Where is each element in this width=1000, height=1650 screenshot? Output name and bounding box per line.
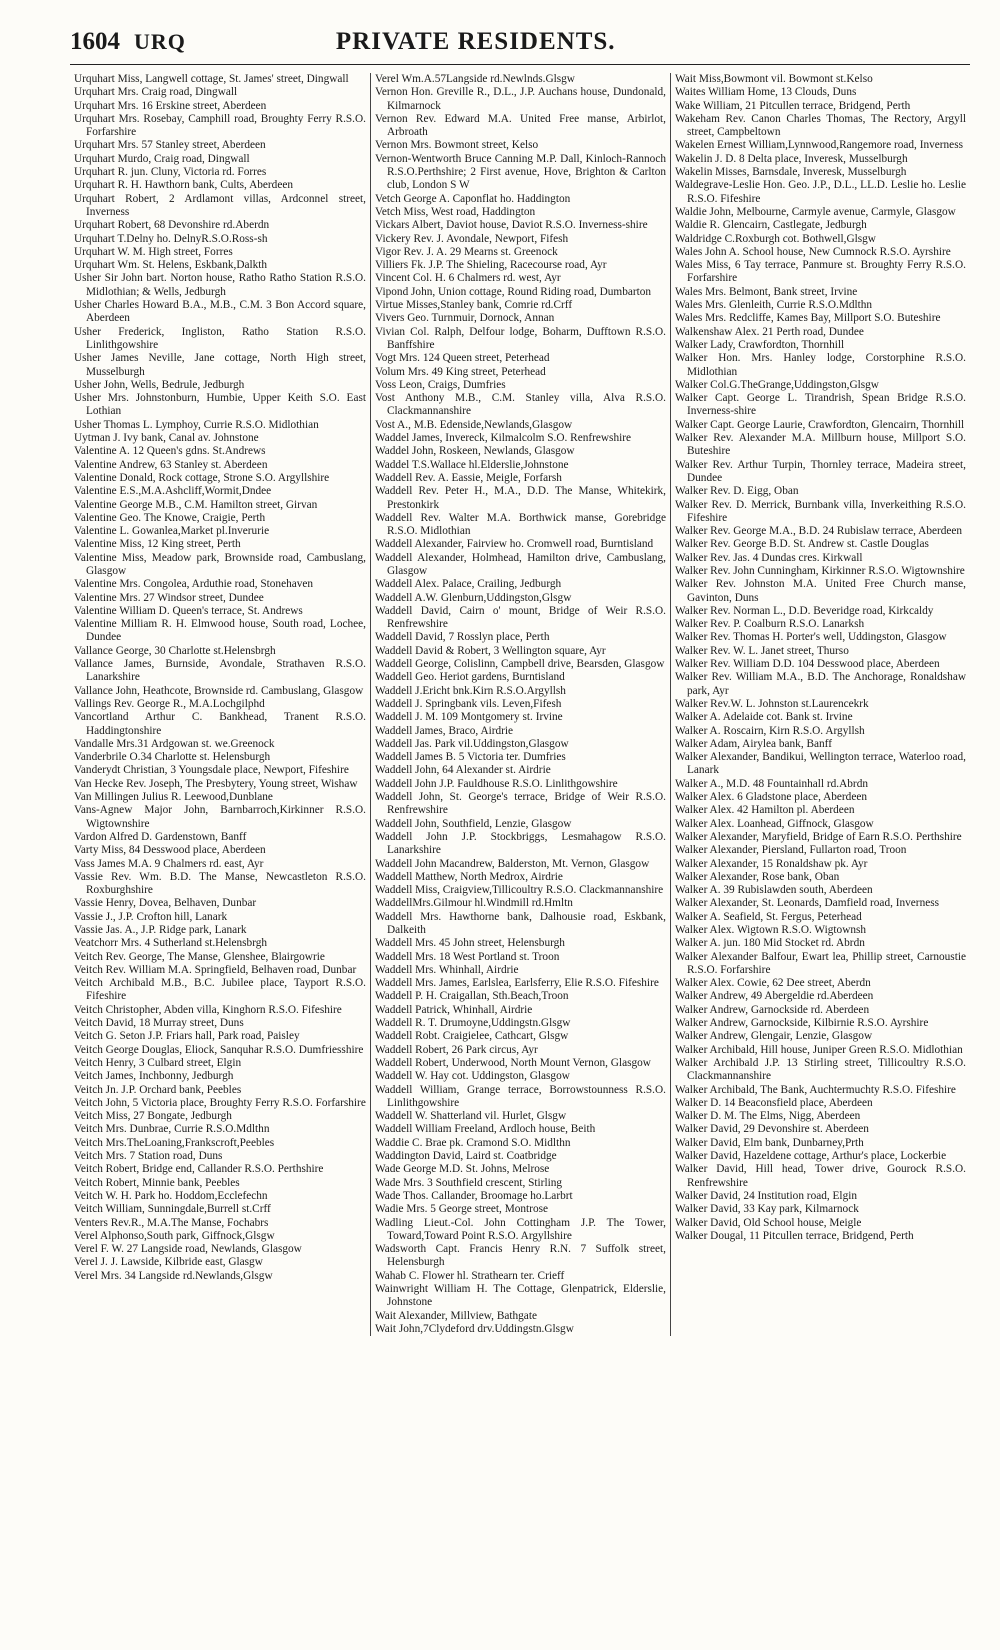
resident-entry: Waddell Robert, Underwood, North Mount Vernon, Glasgow — [375, 1056, 651, 1069]
resident-entry: Waddell David & Robert, 3 Wellington square, Ayr — [375, 644, 606, 657]
resident-entry: Waddell Matthew, North Medrox, Airdrie — [375, 870, 563, 883]
resident-entry: Waddell A.W. Glenburn,Uddingston,Glsgw — [375, 591, 572, 604]
resident-entry: Walker Capt. George Laurie, Crawfordton, Glencairn, Thornhill — [675, 418, 965, 431]
resident-entry: Wainwright William H. The Cottage, Glenpatrick, Elderslie, Johnstone — [375, 1283, 666, 1309]
resident-entry: Walker Alexander, Rose bank, Oban — [675, 870, 840, 883]
resident-entry: Wadsworth Capt. Francis Henry R.N. 7 Suffolk street, Helensburgh — [375, 1243, 666, 1269]
resident-entry: Volum Mrs. 49 King street, Peterhead — [375, 365, 546, 378]
resident-entry: Vallance John, Heathcote, Brownside rd. Cambuslang, Glasgow — [74, 684, 364, 697]
resident-entry: Waddell John J.P. Fauldhouse R.S.O. Linlithgowshire — [375, 777, 618, 790]
resident-entry: Walker A. jun. 180 Mid Stocket rd. Abrdn — [675, 937, 865, 950]
resident-entry: Walker D. M. The Elms, Nigg, Aberdeen — [675, 1110, 861, 1123]
resident-entry: Waddell Mrs. Whinhall, Airdrie — [375, 963, 519, 976]
resident-entry: Urquhart W. M. High street, Forres — [74, 245, 233, 258]
resident-entry: Vivian Col. Ralph, Delfour lodge, Boharm, Dufftown R.S.O. Banffshire — [375, 325, 666, 351]
resident-entry: Walker David, Hill head, Tower drive, Gourock R.S.O. Renfrewshire — [675, 1163, 966, 1189]
resident-entry: Walker Rev.W. L. Johnston st.Laurencekrk — [675, 697, 869, 710]
resident-entry: Waddell John, 64 Alexander st. Airdrie — [375, 764, 551, 777]
resident-entry: Walker Alexander, Maryfield, Bridge of Earn R.S.O. Perthshire — [675, 830, 962, 843]
resident-entry: Valentine Mrs. Congolea, Arduthie road, Stonehaven — [74, 578, 314, 591]
resident-entry: Urquhart Mrs. Craig road, Dingwall — [74, 86, 238, 99]
resident-entry: Walker David, 33 Kay park, Kilmarnock — [675, 1203, 859, 1216]
resident-entry: Waddell David, Cairn o' mount, Bridge of Weir R.S.O. Renfrewshire — [375, 604, 666, 631]
resident-entry: Waddell John Macandrew, Balderston, Mt. Vernon, Glasgow — [375, 857, 650, 870]
resident-entry: Veitch Christopher, Abden villa, Kinghorn R.S.O. Fifeshire — [74, 1003, 342, 1016]
resident-entry: Usher John, Wells, Bedrule, Jedburgh — [74, 378, 245, 391]
resident-entry: Walker Hon. Mrs. Hanley lodge, Corstorphine R.S.O. Midlothian — [675, 352, 966, 378]
resident-entry: Walker Rev. George M.A., B.D. 24 Rubislaw terrace, Aberdeen — [675, 525, 963, 538]
resident-entry: Valentine Miss, Meadow park, Brownside road, Cambuslang, Glasgow — [74, 551, 366, 577]
header-rule — [70, 64, 970, 65]
resident-entry: Walker A. Seafield, St. Fergus, Peterhead — [675, 910, 862, 923]
resident-entry: Waddell Patrick, Whinhall, Airdrie — [375, 1003, 533, 1016]
resident-entry: Veitch Jn. J.P. Orchard bank, Peebles — [74, 1083, 242, 1096]
resident-entry: Waddell Jas. Park vil.Uddingston,Glasgow — [375, 737, 569, 750]
resident-entry: Walker Alexander, Bandikui, Wellington terrace, Waterloo road, Lanark — [675, 751, 966, 777]
resident-entry: Walker Alexander Balfour, Ewart lea, Phillip street, Carnoustie R.S.O. Forfarshire — [675, 950, 966, 976]
resident-entry: Vancortland Arthur C. Bankhead, Tranent R.S.O. Haddingtonshire — [74, 711, 366, 737]
resident-entry: Waddel John, Roskeen, Newlands, Glasgow — [375, 445, 575, 458]
resident-entry: Urquhart Miss, Langwell cottage, St. James' street, Dingwall — [74, 73, 349, 85]
resident-entry: Wadie Mrs. 5 George street, Montrose — [375, 1203, 548, 1216]
resident-entry: Walker Andrew, 49 Abergeldie rd.Aberdeen — [675, 990, 874, 1003]
resident-entry: Walker Alex. Loanhead, Giffnock, Glasgow — [675, 817, 874, 830]
resident-entry: Walker Rev. John Cunningham, Kirkinner R.S.O. Wigtownshire — [675, 564, 965, 577]
resident-entry: Van Millingen Julius R. Leewood,Dunblane — [74, 791, 273, 804]
resident-entry: Waddell John J.P. Stockbriggs, Lesmahagow R.S.O. Lanarkshire — [375, 830, 666, 857]
resident-entry: Vigor Rev. J. A. 29 Mearns st. Greenock — [375, 245, 558, 258]
resident-entry: Walker Rev. D. Eigg, Oban — [675, 485, 799, 498]
resident-entry: Veitch George Douglas, Eliock, Sanquhar R.S.O. Dumfriesshire — [74, 1043, 364, 1056]
resident-entry: Walker Rev. Norman L., D.D. Beveridge road, Kirkcaldy — [675, 604, 934, 617]
resident-entry: Waddell J.Ericht bnk.Kirn R.S.O.Argyllsh — [375, 684, 566, 697]
resident-entry: Waddell W. Hay cot. Uddingston, Glasgow — [375, 1070, 570, 1083]
resident-entry: Walker D. 14 Beaconsfield place, Aberdeen — [675, 1096, 873, 1109]
resident-entry: Veitch Henry, 3 Culbard street, Elgin — [74, 1056, 242, 1069]
resident-entry: Walker Alex. 42 Hamilton pl. Aberdeen — [675, 804, 855, 817]
column-3 — [670, 73, 970, 1336]
resident-entry: Wait Miss,Bowmont vil. Bowmont st.Kelso — [675, 73, 873, 85]
resident-entry: Usher Charles Howard B.A., M.B., C.M. 3 Bon Accord square, Aberdeen — [74, 299, 366, 325]
resident-entry: Wade Thos. Callander, Broomage ho.Larbrt — [375, 1189, 573, 1202]
resident-entry: Walker Rev. Johnston M.A. United Free Church manse, Gavinton, Duns — [675, 578, 966, 604]
resident-entry: Walker David, 29 Devonshire st. Aberdeen — [675, 1123, 869, 1136]
resident-entry: Valentine George M.B., C.M. Hamilton street, Girvan — [74, 498, 318, 511]
resident-entry: Verel F. W. 27 Langside road, Newlands, Glasgow — [74, 1243, 302, 1256]
resident-entry: Waddell J. M. 109 Montgomery st. Irvine — [375, 711, 563, 724]
resident-entry: Veitch Archibald M.B., B.C. Jubilee place, Tayport R.S.O. Fifeshire — [74, 977, 366, 1003]
resident-entry: Veitch Mrs. Dunbrae, Currie R.S.O.Mdlthn — [74, 1123, 270, 1136]
page-header — [70, 28, 970, 58]
resident-entry: Waddell David, 7 Rosslyn place, Perth — [375, 631, 550, 644]
resident-entry: Veitch Mrs.TheLoaning,Frankscroft,Peebles — [74, 1136, 275, 1149]
resident-entry: Waddell P. H. Craigallan, Sth.Beach,Troon — [375, 990, 569, 1003]
resident-entry: Waddell William, Grange terrace, Borrowstounness R.S.O. Linlithgowshire — [375, 1083, 666, 1109]
resident-entry: Walker Alex. 6 Gladstone place, Aberdeen — [675, 791, 868, 804]
resident-entry: Veitch Miss, 27 Bongate, Jedburgh — [74, 1110, 232, 1123]
resident-entry: Waddell Robert, 26 Park circus, Ayr — [375, 1043, 538, 1056]
resident-entry: Walkenshaw Alex. 21 Perth road, Dundee — [675, 325, 864, 338]
resident-entry: Walker A. Adelaide cot. Bank st. Irvine — [675, 711, 853, 724]
resident-entry: Valentine William D. Queen's terrace, St. Andrews — [74, 604, 303, 617]
resident-entry: Usher Thomas L. Lymphoy, Currie R.S.O. Midlothian — [74, 418, 319, 431]
resident-entry: Walker Capt. George L. Tirandrish, Spean Bridge R.S.O. Inverness-shire — [675, 392, 966, 418]
resident-entry: Veitch Robert, Minnie bank, Peebles — [74, 1176, 240, 1189]
resident-entry: Urquhart Robert, 68 Devonshire rd.Aberdn — [74, 219, 270, 232]
resident-entry: Vassie Jas. A., J.P. Ridge park, Lanark — [74, 924, 247, 936]
resident-entry: Verel Mrs. 34 Langside rd.Newlands,Glsgw — [74, 1269, 273, 1282]
resident-entry: Varty Miss, 84 Desswood place, Aberdeen — [74, 844, 266, 857]
resident-entry: Wakelin Misses, Barnsdale, Inveresk, Musselburgh — [675, 166, 907, 179]
resident-entry: Usher Frederick, Ingliston, Ratho Station R.S.O. Linlithgowshire — [74, 325, 366, 351]
resident-entry: Vassie J., J.P. Crofton hill, Lanark — [74, 910, 228, 923]
resident-entry: Valentine Geo. The Knowe, Craigie, Perth — [74, 511, 266, 524]
resident-entry: Waddell Rev. Peter H., M.A., D.D. The Manse, Whitekirk, Prestonkirk — [375, 485, 666, 511]
resident-entry: Wales Mrs. Redcliffe, Kames Bay, Millport S.O. Buteshire — [675, 312, 941, 325]
resident-entry: Vernon Mrs. Bowmont street, Kelso — [375, 139, 539, 152]
resident-entry: Wade Mrs. 3 Southfield crescent, Stirling — [375, 1176, 563, 1189]
resident-entry: Wakelin J. D. 8 Delta place, Inveresk, Musselburgh — [675, 152, 908, 165]
resident-entry: Van Hecke Rev. Joseph, The Presbytery, Young street, Wishaw — [74, 777, 358, 790]
resident-entry: Wait John,7Clydeford drv.Uddingstn.Glsgw — [375, 1322, 574, 1335]
resident-entry: Urquhart R. H. Hawthorn bank, Cults, Aberdeen — [74, 179, 293, 192]
resident-entry: Venters Rev.R., M.A.The Manse, Fochabrs — [74, 1216, 269, 1229]
column-1 — [70, 73, 370, 1336]
resident-entry: Vassie Rev. Wm. B.D. The Manse, Newcastleton R.S.O. Roxburghshire — [74, 870, 366, 897]
resident-entry: Veitch Rev. William M.A. Springfield, Belhaven road, Dunbar — [74, 963, 357, 976]
resident-entry: Walker Archibald J.P. 13 Stirling street, Tillicoultry R.S.O. Clackmannanshire — [675, 1056, 966, 1083]
resident-entry: Waddington David, Laird st. Coatbridge — [375, 1150, 557, 1163]
resident-entry: Valentine L. Gowanlea,Market pl.Inverurie — [74, 525, 270, 538]
resident-entry: Vickery Rev. J. Avondale, Newport, Fifesh — [375, 232, 569, 245]
resident-entry: Vassie Henry, Dovea, Belhaven, Dunbar — [74, 897, 257, 910]
resident-entry: Walker Alex. Wigtown R.S.O. Wigtownsh — [675, 924, 867, 936]
resident-entry: Vetch Miss, West road, Haddington — [375, 205, 536, 218]
resident-entry: Walker David, 24 Institution road, Elgin — [675, 1189, 858, 1202]
resident-entry: Walker David, Elm bank, Dunbarney,Prth — [675, 1136, 864, 1149]
resident-entry: Waddell Robt. Craigielee, Cathcart, Glsgw — [375, 1030, 569, 1043]
resident-entry: Walker Lady, Crawfordton, Thornhill — [675, 338, 845, 351]
resident-entry: Wake William, 21 Pitcullen terrace, Bridgend, Perth — [675, 99, 911, 112]
resident-entry: Waddell Alexander, Fairview ho. Cromwell road, Burntisland — [375, 538, 654, 551]
resident-entry: Waddell Geo. Heriot gardens, Burntisland — [375, 671, 565, 684]
resident-entry: Valentine Mrs. 27 Windsor street, Dundee — [74, 591, 264, 604]
resident-entry: Wales Mrs. Glenleith, Currie R.S.O.Mdlthn — [675, 299, 873, 312]
resident-entry: Walker Alexander, 15 Ronaldshaw pk. Ayr — [675, 857, 868, 870]
resident-entry: Waldie R. Glencairn, Castlegate, Jedburgh — [675, 219, 867, 232]
resident-entry: Walker Alexander, Piersland, Fullarton road, Troon — [675, 844, 907, 857]
resident-entry: Veitch W. H. Park ho. Hoddom,Ecclefechn — [74, 1189, 268, 1202]
resident-entry: Walker Rev. William D.D. 104 Desswood place, Aberdeen — [675, 658, 940, 671]
resident-entry: Valentine A. 12 Queen's gdns. St.Andrews — [74, 445, 266, 458]
resident-entry: Virtue Misses,Stanley bank, Comrie rd.Crff — [375, 299, 573, 312]
resident-entry: Waldridge C.Roxburgh cot. Bothwell,Glsgw — [675, 232, 876, 245]
resident-entry: WaddellMrs.Gilmour hl.Windmill rd.Hmltn — [375, 897, 573, 910]
resident-entry: Walker Rev. Alexander M.A. Millburn house, Millport S.O. Buteshire — [675, 432, 966, 458]
resident-entry: Waddell John, Southfield, Lenzie, Glasgow — [375, 817, 572, 830]
resident-entry: Urquhart Mrs. 57 Stanley street, Aberdeen — [74, 139, 266, 152]
resident-entry: Walker Rev. W. L. Janet street, Thurso — [675, 644, 849, 657]
column-2 — [370, 73, 670, 1336]
resident-entry: Veitch David, 18 Murray street, Duns — [74, 1017, 244, 1030]
resident-entry: Voss Leon, Craigs, Dumfries — [375, 378, 506, 391]
resident-entry: Walker A. Roscairn, Kirn R.S.O. Argyllsh — [675, 724, 865, 737]
resident-entry: Vallance George, 30 Charlotte st.Helensbrgh — [74, 644, 276, 657]
resident-entry: Waddell Rev. Walter M.A. Borthwick manse, Gorebridge R.S.O. Midlothian — [375, 511, 666, 538]
resident-entry: Veitch Mrs. 7 Station road, Duns — [74, 1150, 223, 1163]
resident-entry: Waddell Mrs. Hawthorne bank, Dalhousie road, Eskbank, Dalkeith — [375, 910, 666, 936]
resident-entry: Vass James M.A. 9 Chalmers rd. east, Ayr — [74, 857, 264, 870]
resident-entry: Vetch George A. Caponflat ho. Haddington — [375, 192, 571, 205]
resident-entry: Waddell Miss, Craigview,Tillicoultry R.S.O. Clackmannanshire — [375, 884, 664, 897]
resident-entry: Veitch Robert, Bridge end, Callander R.S.O. Perthshire — [74, 1163, 324, 1176]
entry-columns — [70, 73, 970, 1336]
resident-entry: Waddell William Freeland, Ardloch house, Beith — [375, 1123, 596, 1136]
resident-entry: Waddel T.S.Wallace hl.Elderslie,Johnstone — [375, 458, 569, 471]
resident-entry: Verel J. J. Lawside, Kilbride east, Glasgw — [74, 1256, 263, 1269]
resident-entry: Verel Alphonso,South park, Giffnock,Glsgw — [74, 1229, 275, 1242]
resident-entry: Walker David, Hazeldene cottage, Arthur's place, Lockerbie — [675, 1150, 947, 1163]
resident-entry: Urquhart Robert, 2 Ardlamont villas, Ardconnel street, Inverness — [74, 192, 366, 218]
resident-entry: Waites William Home, 13 Clouds, Duns — [675, 86, 857, 99]
resident-entry: Vernon Hon. Greville R., D.L., J.P. Auchans house, Dundonald, Kilmarnock — [375, 86, 666, 112]
resident-entry: Wahab C. Flower hl. Strathearn ter. Crieff — [375, 1269, 565, 1282]
resident-entry: Urquhart Murdo, Craig road, Dingwall — [74, 152, 250, 165]
resident-entry: Wakeham Rev. Canon Charles Thomas, The Rectory, Argyll street, Campbeltown — [675, 112, 966, 139]
resident-entry: Walker David, Old School house, Meigle — [675, 1216, 862, 1229]
resident-entry: Waddell John, St. George's terrace, Bridge of Weir R.S.O. Renfrewshire — [375, 791, 666, 817]
resident-entry: Walker Rev. P. Coalburn R.S.O. Lanarksh — [675, 618, 865, 631]
resident-entry: Urquhart R. jun. Cluny, Victoria rd. Forres — [74, 166, 267, 179]
resident-entry: Wales Miss, 6 Tay terrace, Panmure st. Broughty Ferry R.S.O. Forfarshire — [675, 259, 966, 285]
resident-entry: Wales Mrs. Belmont, Bank street, Irvine — [675, 285, 858, 298]
resident-entry: Veitch G. Seton J.P. Friars hall, Park road, Paisley — [74, 1030, 300, 1043]
resident-entry: Waddell Rev. A. Eassie, Meigle, Forfarsh — [375, 471, 562, 484]
resident-entry: Vanderbrile O.34 Charlotte st. Helensburgh — [74, 751, 271, 764]
resident-entry: Vans-Agnew Major John, Barnbarroch,Kirkinner R.S.O. Wigtownshire — [74, 804, 366, 830]
resident-entry: Veitch John, 5 Victoria place, Broughty Ferry R.S.O. Forfarshire — [74, 1096, 366, 1109]
resident-entry: Vallings Rev. George R., M.A.Lochgilphd — [74, 697, 265, 710]
resident-entry: Vivers Geo. Turnmuir, Dornock, Annan — [375, 312, 555, 325]
resident-entry: Valentine Donald, Rock cottage, Strone S.O. Argyllshire — [74, 471, 330, 484]
resident-entry: Waddell J. Springbank vils. Leven,Fifesh — [375, 697, 562, 710]
resident-entry: Wadling Lieut.-Col. John Cottingham J.P. The Tower, Toward,Toward Point R.S.O. Argyllshire — [375, 1216, 666, 1242]
resident-entry: Walker Alexander, St. Leonards, Damfield road, Inverness — [675, 897, 940, 910]
resident-entry: Waddell W. Shatterland vil. Hurlet, Glsgw — [375, 1110, 567, 1123]
resident-entry: Waddell James B. 5 Victoria ter. Dumfries — [375, 751, 566, 764]
resident-entry: Veatchorr Mrs. 4 Sutherland st.Helensbrgh — [74, 937, 268, 950]
resident-entry: Wakelen Ernest William,Lynnwood,Rangemore road, Inverness — [675, 139, 963, 152]
page-title: PRIVATE RESIDENTS. — [335, 28, 616, 55]
resident-entry: Veitch Rev. George, The Manse, Glenshee, Blairgowrie — [74, 950, 325, 963]
page-number: 1604 — [70, 28, 120, 55]
running-head-abbr: URQ — [134, 29, 186, 54]
resident-entry: Walker Dougal, 11 Pitcullen terrace, Bridgend, Perth — [675, 1229, 914, 1242]
resident-entry: Waddell James, Braco, Airdrie — [375, 724, 514, 737]
resident-entry: Walker Rev. George B.D. St. Andrew st. Castle Douglas — [675, 538, 929, 551]
resident-entry: Wales John A. School house, New Cumnock R.S.O. Ayrshire — [675, 245, 951, 258]
resident-entry: Vernon-Wentworth Bruce Canning M.P. Dall, Kinloch-Rannoch R.S.O.Perthshire; 2 First avenue, Hove, Brighton & Carlton club, London S W — [375, 152, 666, 192]
resident-entry: Walker A. 39 Rubislawden south, Aberdeen — [675, 884, 873, 897]
resident-entry: Waddell Mrs. 18 West Portland st. Troon — [375, 950, 560, 963]
resident-entry: Waldie John, Melbourne, Carmyle avenue, Carmyle, Glasgow — [675, 205, 956, 218]
resident-entry: Walker Rev. Arthur Turpin, Thornley terrace, Madeira street, Dundee — [675, 458, 966, 484]
resident-entry: Waddell R. T. Drumoyne,Uddingstn.Glsgw — [375, 1017, 571, 1030]
resident-entry: Veitch James, Inchbonny, Jedburgh — [74, 1070, 234, 1083]
resident-entry: Vipond John, Union cottage, Round Riding road, Dumbarton — [375, 285, 652, 298]
resident-entry: Vanderydt Christian, 3 Youngsdale place, Newport, Fifeshire — [74, 764, 349, 777]
resident-entry: Waddell Mrs. 45 John street, Helensburgh — [375, 937, 565, 950]
resident-entry: Waldegrave-Leslie Hon. Geo. J.P., D.L., LL.D. Leslie ho. Leslie R.S.O. Fifeshire — [675, 179, 966, 205]
resident-entry: Urquhart Mrs. 16 Erskine street, Aberdeen — [74, 99, 267, 112]
resident-entry: Vickars Albert, Daviot house, Daviot R.S.O. Inverness-shire — [375, 219, 648, 232]
resident-entry: Walker A., M.D. 48 Fountainhall rd.Abrdn — [675, 777, 868, 790]
resident-entry: Vincent Col. H. 6 Chalmers rd. west, Ayr — [375, 272, 561, 285]
resident-entry: Vost A., M.B. Edenside,Newlands,Glasgow — [375, 418, 573, 431]
resident-entry: Waddell George, Colislinn, Campbell drive, Bearsden, Glasgow — [375, 658, 665, 671]
resident-entry: Valentine Andrew, 63 Stanley st. Aberdeen — [74, 458, 268, 471]
resident-entry: Veitch William, Sunningdale,Burrell st.Crff — [74, 1203, 271, 1216]
resident-entry: Valentine Milliam R. H. Elmwood house, South road, Lochee, Dundee — [74, 618, 366, 644]
resident-entry: Waddel James, Invereck, Kilmalcolm S.O. Renfrewshire — [375, 432, 632, 445]
resident-entry: Walker Col.G.TheGrange,Uddingston,Glsgw — [675, 378, 879, 391]
resident-entry: Vardon Alfred D. Gardenstown, Banff — [74, 830, 247, 843]
resident-entry: Vandalle Mrs.31 Ardgowan st. we.Greenock — [74, 737, 275, 750]
resident-entry: Walker Rev. Jas. 4 Dundas cres. Kirkwall — [675, 551, 863, 564]
resident-entry: Walker Rev. Thomas H. Porter's well, Uddingston, Glasgow — [675, 631, 947, 644]
resident-entry: Vogt Mrs. 124 Queen street, Peterhead — [375, 352, 550, 365]
resident-entry: Uytman J. Ivy bank, Canal av. Johnstone — [74, 432, 259, 445]
resident-entry: Verel Wm.A.57Langside rd.Newlnds.Glsgw — [375, 73, 575, 85]
resident-entry: Vost Anthony M.B., C.M. Stanley villa, Alva R.S.O. Clackmannanshire — [375, 392, 666, 418]
resident-entry: Walker Alex. Cowie, 62 Dee street, Aberdn — [675, 977, 871, 990]
resident-entry: Urquhart T.Delny ho. DelnyR.S.O.Ross-sh — [74, 232, 268, 245]
resident-entry: Vernon Rev. Edward M.A. United Free manse, Arbirlot, Arbroath — [375, 112, 666, 139]
resident-entry: Waddell Alex. Palace, Crailing, Jedburgh — [375, 578, 562, 591]
resident-entry: Waddie C. Brae pk. Cramond S.O. Midlthn — [375, 1136, 571, 1149]
resident-entry: Wait Alexander, Millview, Bathgate — [375, 1309, 537, 1322]
resident-entry: Walker Andrew, Glengair, Lenzie, Glasgow — [675, 1030, 873, 1043]
resident-entry: Villiers Fk. J.P. The Shieling, Racecourse road, Ayr — [375, 259, 607, 272]
resident-entry: Walker Andrew, Garnockside rd. Aberdeen — [675, 1003, 870, 1016]
resident-entry: Usher Mrs. Johnstonburn, Humbie, Upper Keith S.O. East Lothian — [74, 392, 366, 418]
resident-entry: Valentine Miss, 12 King street, Perth — [74, 538, 241, 551]
resident-entry: Usher James Neville, Jane cottage, North High street, Musselburgh — [74, 352, 366, 378]
resident-entry: Urquhart Wm. St. Helens, Eskbank,Dalkth — [74, 259, 268, 272]
resident-entry: Walker Rev. D. Merrick, Burnbank villa, Inverkeithing R.S.O. Fifeshire — [675, 498, 966, 524]
resident-entry: Walker Archibald, Hill house, Juniper Green R.S.O. Midlothian — [675, 1043, 963, 1056]
resident-entry: Valentine E.S.,M.A.Ashcliff,Wormit,Dndee — [74, 485, 272, 498]
resident-entry: Waddell Alexander, Holmhead, Hamilton drive, Cambuslang, Glasgow — [375, 551, 666, 577]
resident-entry: Walker Andrew, Garnockside, Kilbirnie R.S.O. Ayrshire — [675, 1017, 929, 1030]
resident-entry: Usher Sir John bart. Norton house, Ratho Ratho Station R.S.O. Midlothian; & Wells, Jedburgh — [74, 272, 366, 298]
resident-entry: Urquhart Mrs. Rosebay, Camphill road, Broughty Ferry R.S.O. Forfarshire — [74, 112, 366, 139]
resident-entry: Wade George M.D. St. Johns, Melrose — [375, 1163, 550, 1176]
resident-entry: Walker Adam, Airylea bank, Banff — [675, 737, 832, 750]
resident-entry: Walker Rev. William M.A., B.D. The Anchorage, Ronaldshaw park, Ayr — [675, 671, 966, 697]
resident-entry: Vallance James, Burnside, Avondale, Strathaven R.S.O. Lanarkshire — [74, 658, 366, 684]
resident-entry: Walker Archibald, The Bank, Auchtermuchty R.S.O. Fifeshire — [675, 1083, 956, 1096]
resident-entry: Waddell Mrs. James, Earlslea, Earlsferry, Elie R.S.O. Fifeshire — [375, 977, 659, 990]
